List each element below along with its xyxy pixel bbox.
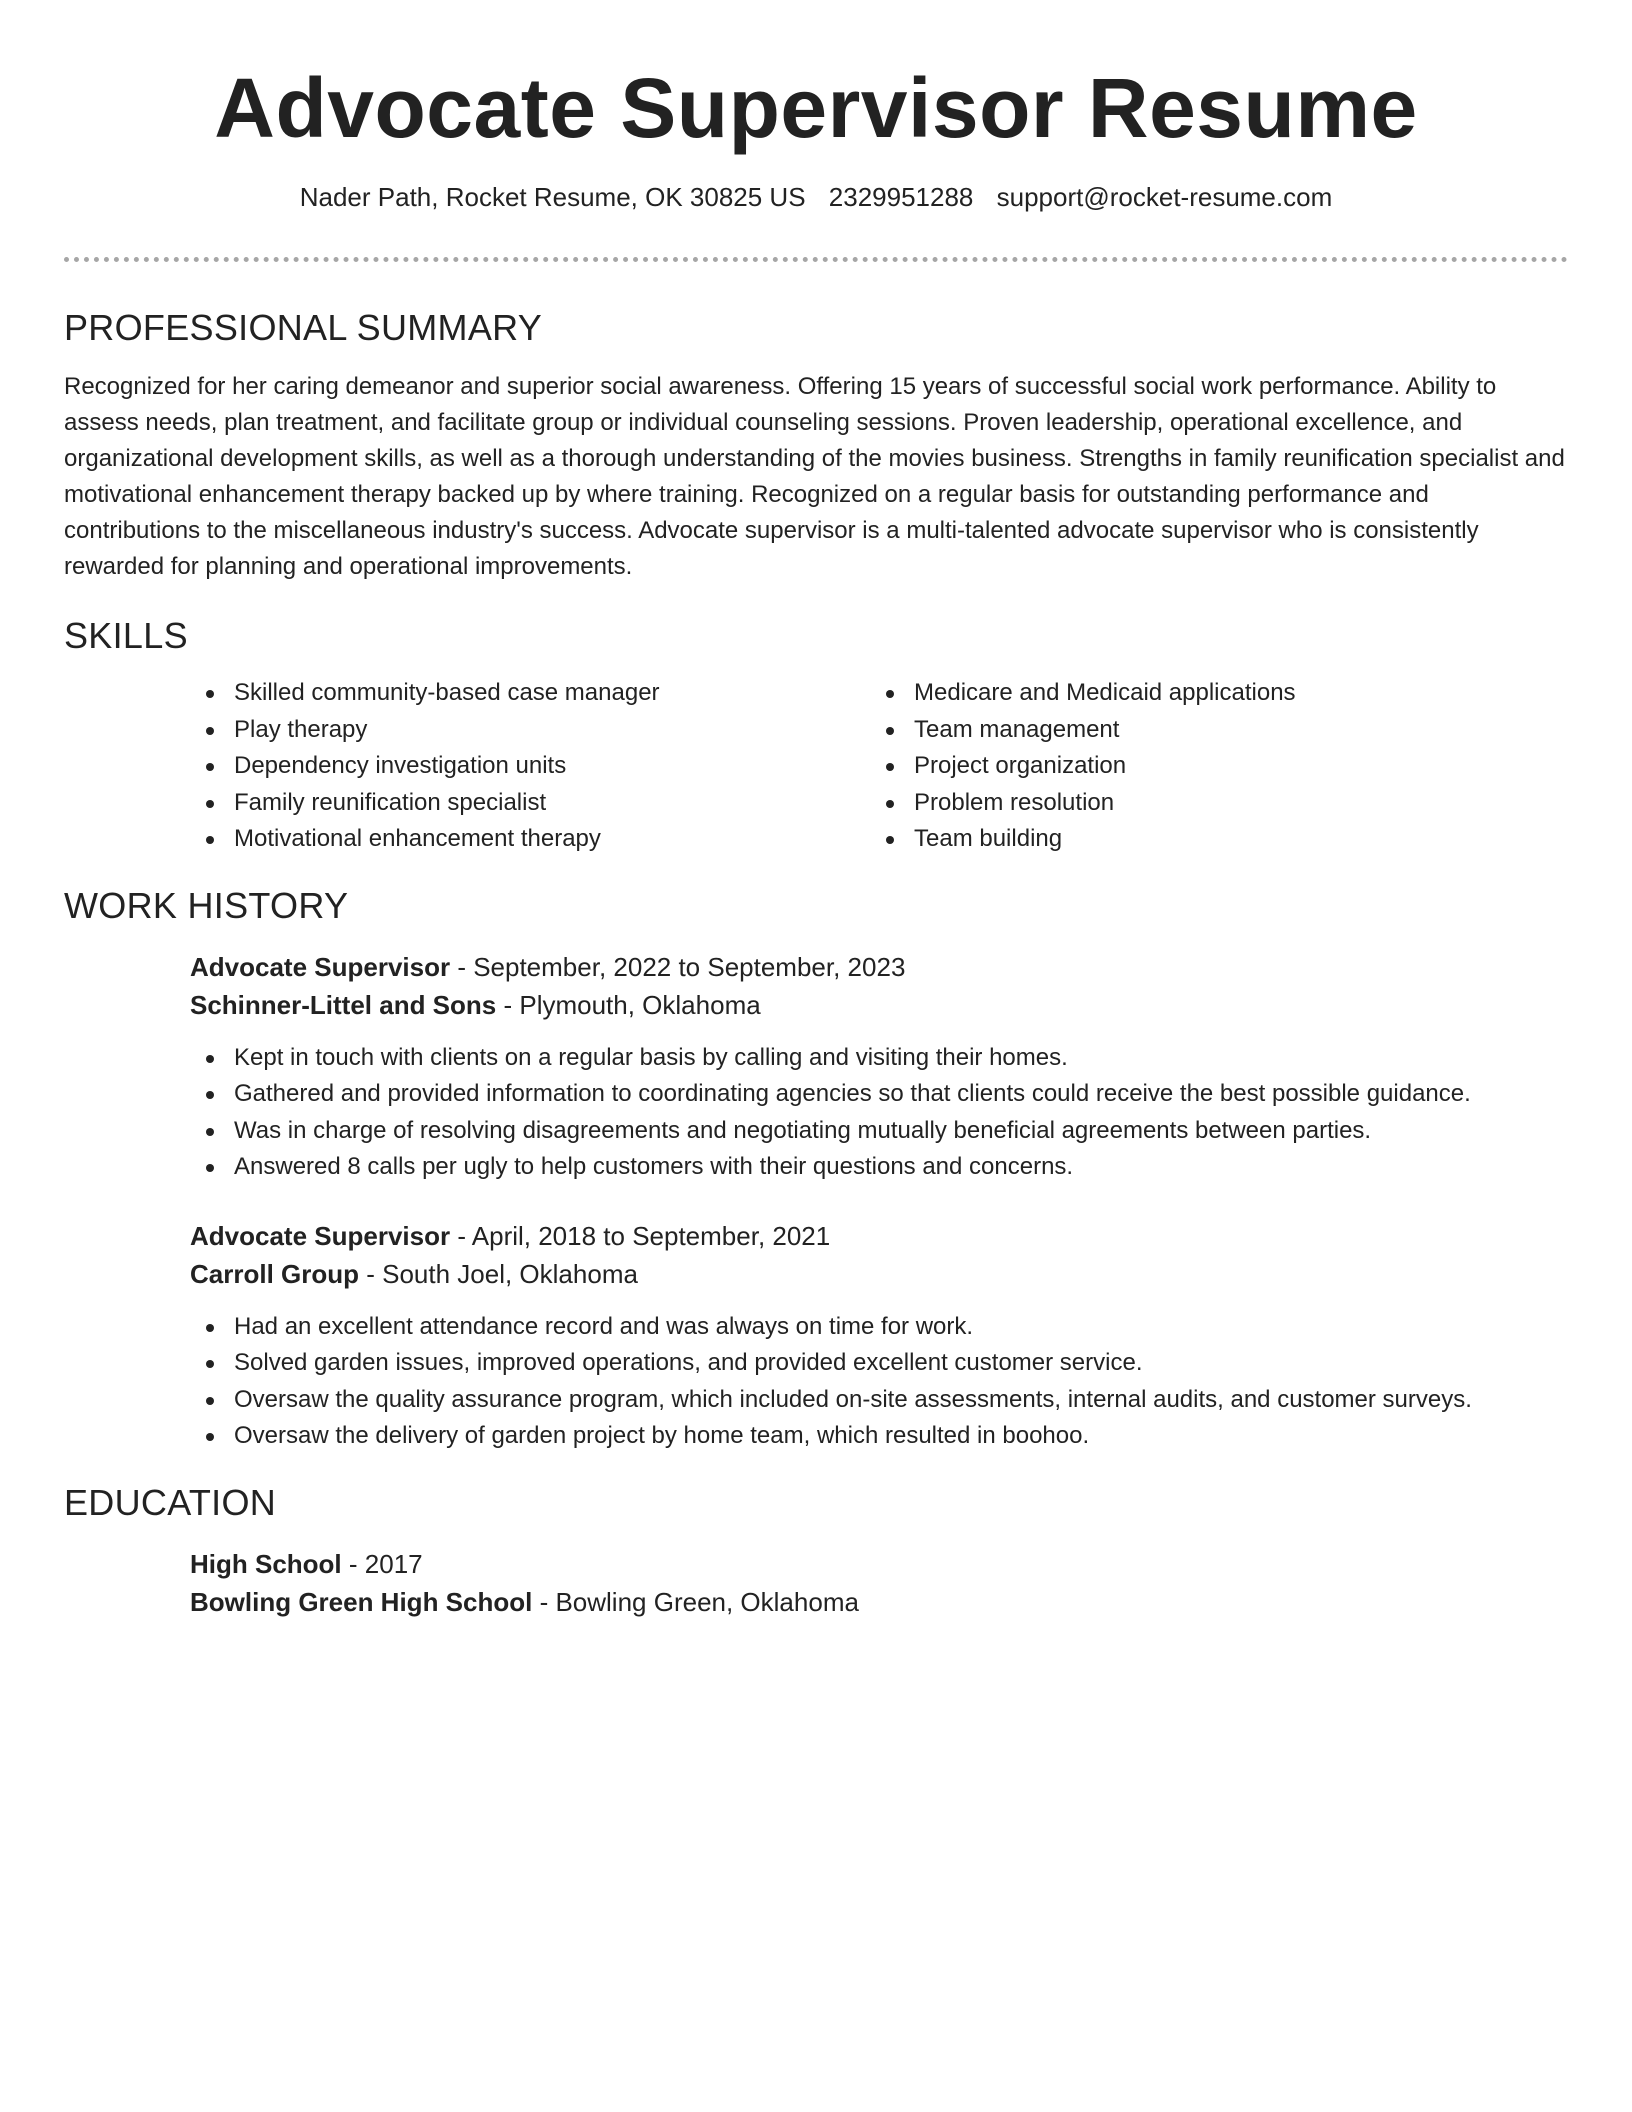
skills-column-right — [870, 675, 1550, 858]
job-duty: Answered 8 calls per ugly to help customers with their questions and concerns. — [190, 1149, 1568, 1186]
job-duty: Had an excellent attendance record and was always on time for work. — [190, 1309, 1568, 1346]
resume-title: Advocate Supervisor Resume — [214, 61, 1418, 155]
skill-item: Problem resolution — [870, 785, 1550, 822]
job-company-line — [190, 1255, 1568, 1293]
job-title: Advocate Supervisor — [190, 951, 451, 982]
education-school-line — [190, 1583, 1568, 1621]
header-divider — [64, 257, 1568, 262]
education-entry — [190, 1545, 1568, 1621]
contact-line — [64, 180, 1568, 214]
skill-item: Team building — [870, 821, 1550, 858]
education-location: - Bowling Green, Oklahoma — [532, 1586, 859, 1617]
education-degree: High School — [190, 1548, 342, 1579]
job-title-line — [190, 948, 1568, 986]
job-location: - Plymouth, Oklahoma — [496, 989, 761, 1020]
job-title: Advocate Supervisor — [190, 1220, 451, 1251]
job-entry — [190, 1217, 1568, 1455]
education-degree-line — [190, 1545, 1568, 1583]
skills-heading: SKILLS — [64, 615, 188, 656]
job-title-line — [190, 1217, 1568, 1255]
skills-column-left — [190, 675, 870, 858]
skill-item: Dependency investigation units — [190, 748, 870, 785]
job-company: Schinner-Littel and Sons — [190, 989, 497, 1020]
skill-item: Skilled community-based case manager — [190, 675, 870, 712]
contact-address: Nader Path, Rocket Resume, OK 30825 US — [299, 182, 806, 212]
resume-page — [64, 0, 1568, 1621]
skill-item: Medicare and Medicaid applications — [870, 675, 1550, 712]
job-duties — [190, 1040, 1568, 1186]
skill-item: Motivational enhancement therapy — [190, 821, 870, 858]
skill-item: Project organization — [870, 748, 1550, 785]
job-company-line — [190, 986, 1568, 1024]
job-duty: Kept in touch with clients on a regular basis by calling and visiting their homes. — [190, 1040, 1568, 1077]
skill-item: Family reunification specialist — [190, 785, 870, 822]
job-duty: Gathered and provided information to coordinating agencies so that clients could receive the best possible guidance. — [190, 1076, 1568, 1113]
education-school: Bowling Green High School — [190, 1586, 533, 1617]
skill-item: Play therapy — [190, 712, 870, 749]
summary-heading: PROFESSIONAL SUMMARY — [64, 307, 543, 348]
education-heading: EDUCATION — [64, 1481, 277, 1523]
job-duty: Was in charge of resolving disagreements and negotiating mutually beneficial agreements between parties. — [190, 1113, 1568, 1150]
job-entry — [190, 948, 1568, 1186]
job-dates: - September, 2022 to September, 2023 — [450, 951, 906, 982]
job-duty: Oversaw the quality assurance program, which included on-site assessments, internal audits, and customer surveys. — [190, 1382, 1568, 1419]
skills-list — [190, 675, 1568, 858]
work-history-heading: WORK HISTORY — [64, 884, 349, 926]
job-duty: Oversaw the delivery of garden project by home team, which resulted in boohoo. — [190, 1418, 1568, 1455]
contact-phone: 2329951288 — [828, 182, 974, 212]
job-location: - South Joel, Oklahoma — [359, 1258, 638, 1289]
skill-item: Team management — [870, 712, 1550, 749]
education-year: - 2017 — [341, 1548, 423, 1579]
job-duty: Solved garden issues, improved operations, and provided excellent customer service. — [190, 1345, 1568, 1382]
job-duties — [190, 1309, 1568, 1455]
job-company: Carroll Group — [190, 1258, 360, 1289]
job-dates: - April, 2018 to September, 2021 — [450, 1220, 831, 1251]
contact-email: support@rocket-resume.com — [996, 182, 1333, 212]
summary-text: Recognized for her caring demeanor and superior social awareness. Offering 15 years of successful social work performance. Ability to assess needs, plan treatment, and facilitate group or individual counseling sessions. Proven leadership, operational excellence, and organizational development skills, as well as a thorough understanding of the movies business. Strengths in family reunification specialist and motivational enhancement therapy backed up by where training. Recognized on a regular basis for outstanding performance and contributions to the miscellaneous industry's success. Advocate supervisor is a multi-talented advocate supervisor who is consistently rewarded for planning and operational improvements. — [64, 373, 1565, 580]
